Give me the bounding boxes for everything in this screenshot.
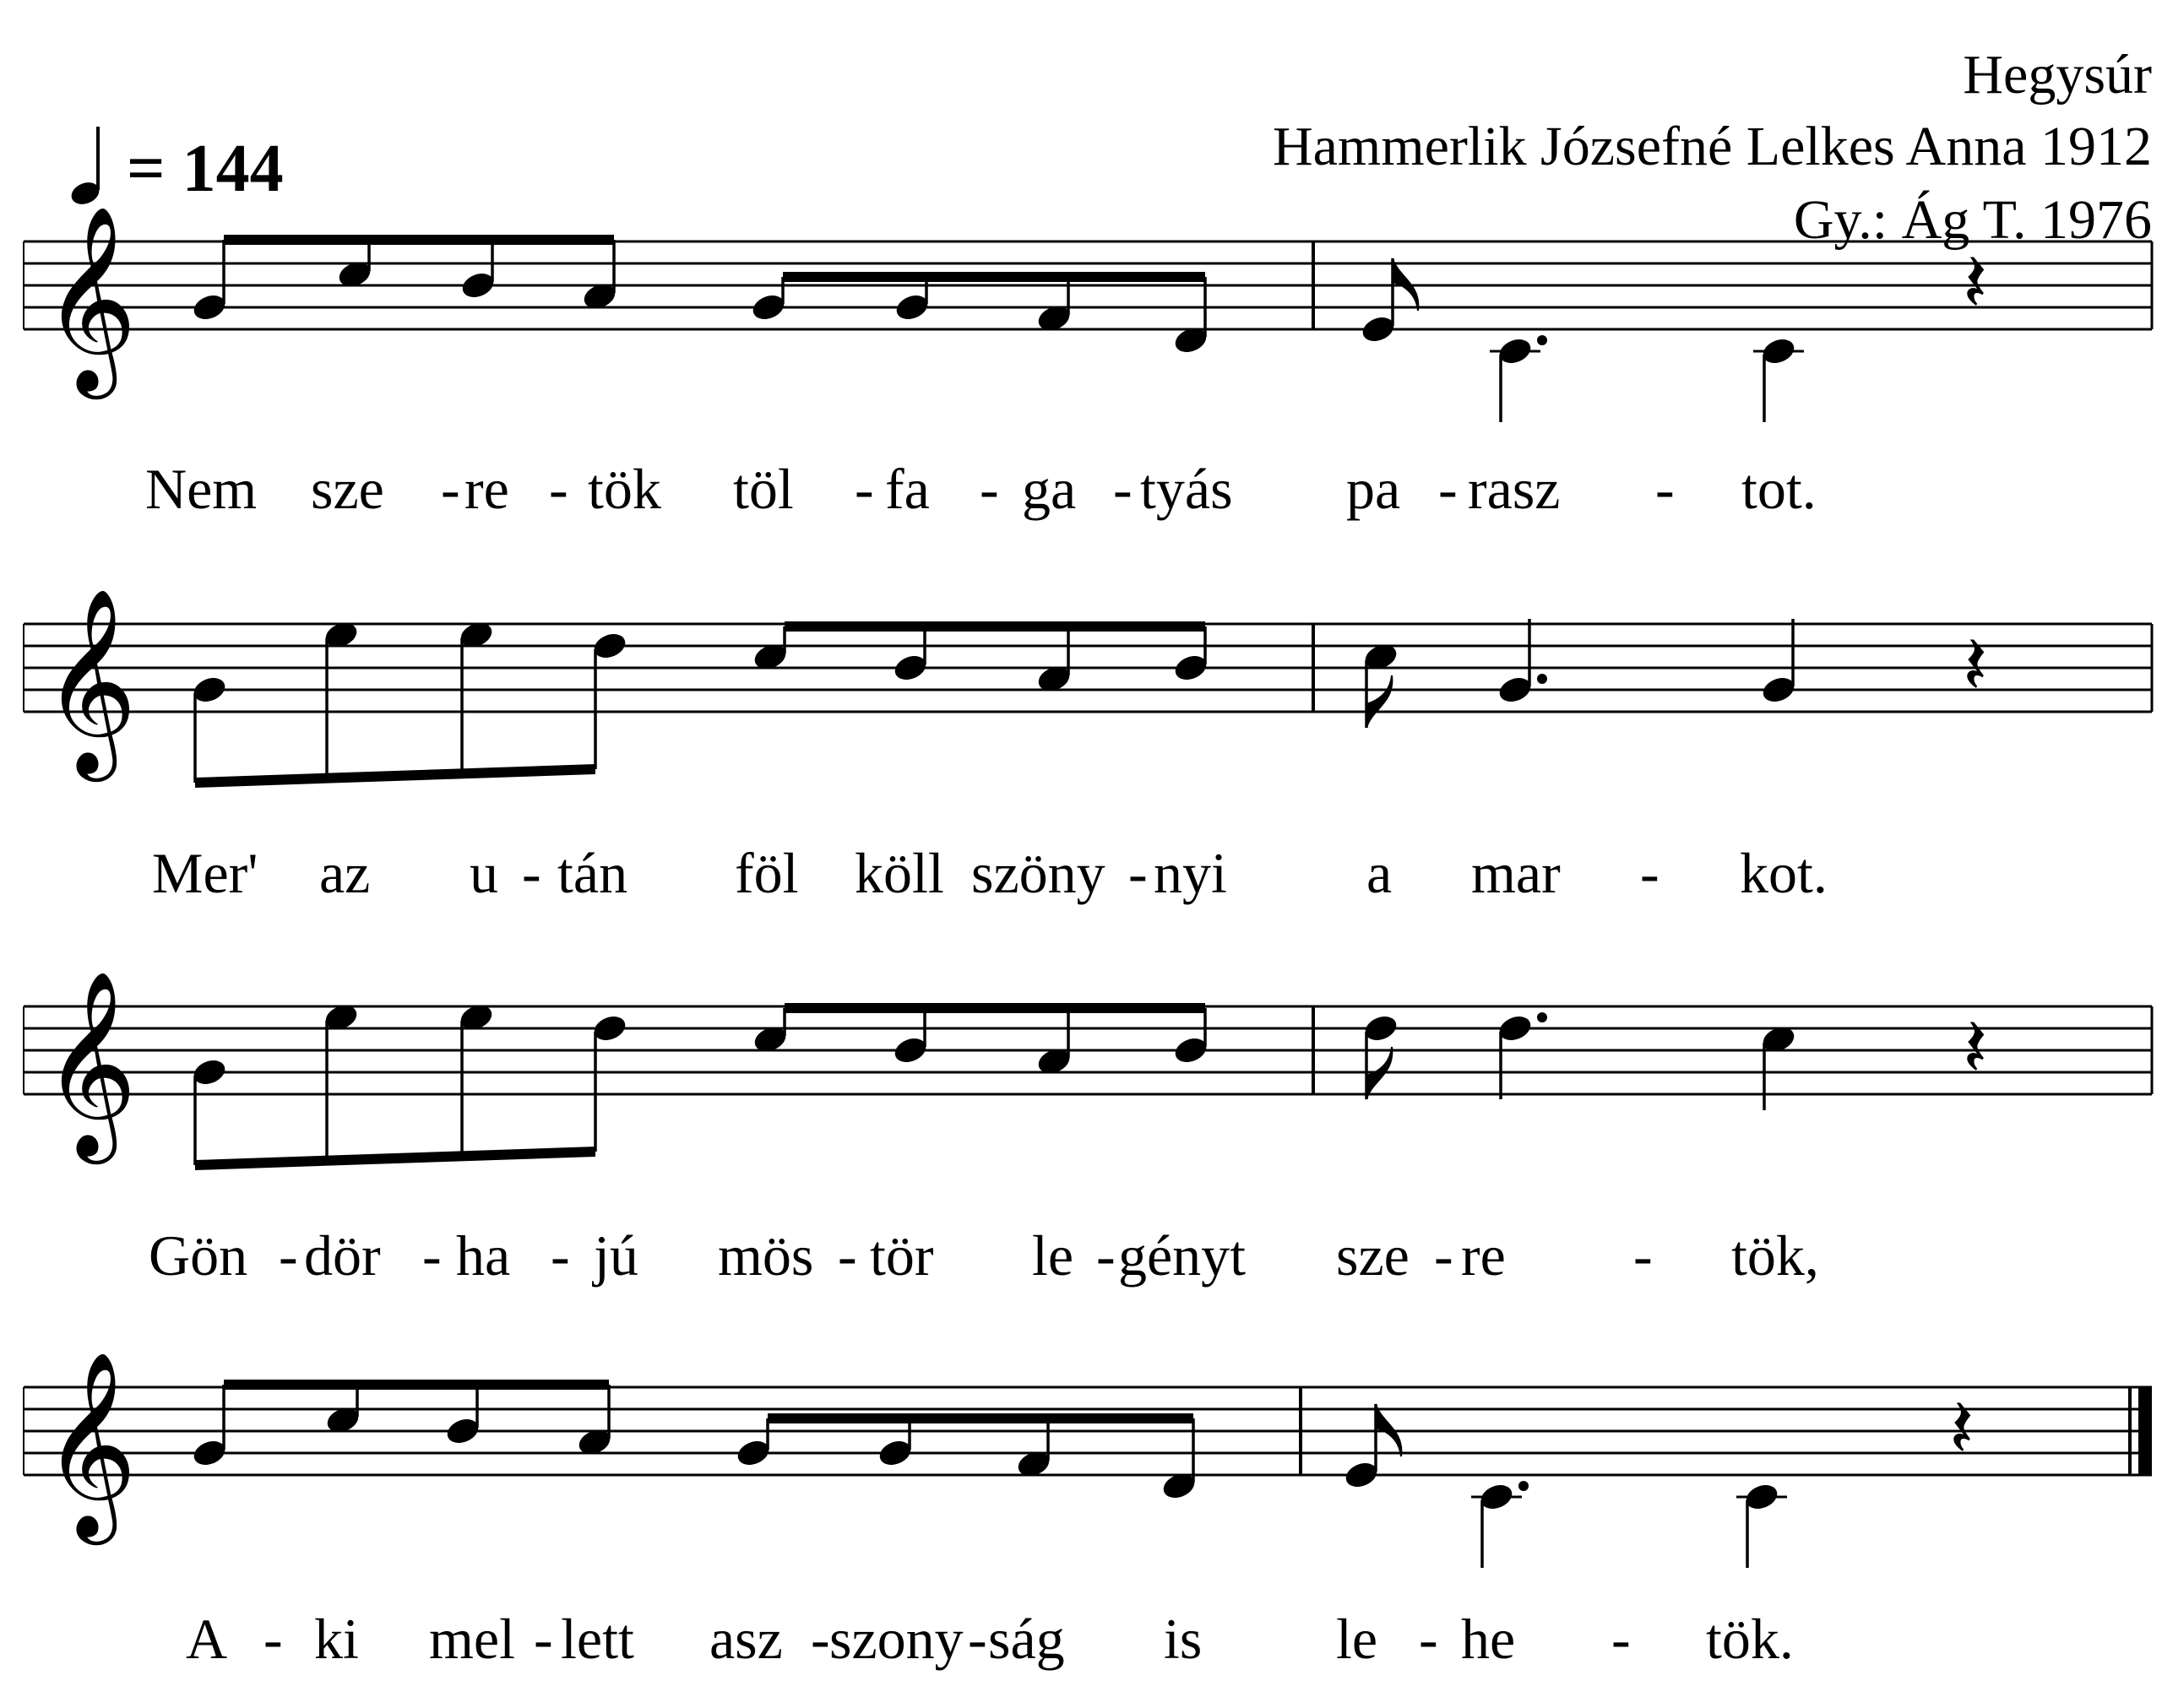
lyric-hyphen: -	[1633, 1223, 1653, 1288]
performer-credit: Hammerlik Józsefné Lelkes Anna 1912	[1272, 116, 2152, 177]
lyric-syllable: mel	[429, 1607, 515, 1671]
lyric-syllable: szöny	[971, 841, 1105, 905]
lyric-hyphen: -	[1611, 1607, 1631, 1671]
staff-system-3	[24, 969, 2152, 1170]
beam	[224, 1380, 609, 1390]
lyric-syllable: dör	[304, 1223, 381, 1288]
beam	[195, 764, 595, 788]
treble-clef-icon: 𝄞	[42, 204, 138, 391]
quarter-rest-icon: 𝄽	[1963, 1000, 1988, 1095]
final-barline-thick	[2138, 1387, 2152, 1475]
tempo-marking	[68, 127, 284, 208]
lyric-syllable: Gön	[149, 1223, 248, 1288]
lyric-hyphen: -	[549, 457, 568, 521]
lyric-syllable: pa	[1346, 457, 1401, 521]
lyric-syllable: sze	[311, 457, 384, 521]
augmentation-dot	[1537, 674, 1547, 684]
beam	[224, 235, 614, 245]
staff-system-4	[24, 1350, 2152, 1568]
lyric-syllable: mar	[1471, 841, 1561, 905]
lyric-hyphen: -	[1434, 1223, 1453, 1288]
lyric-syllable: jú	[594, 1223, 638, 1288]
lyric-hyphen: -	[534, 1607, 553, 1671]
beam	[783, 272, 1205, 282]
lyric-hyphen: -	[811, 1607, 830, 1671]
lyric-hyphen: -	[279, 1223, 298, 1288]
lyrics-system-4	[186, 1607, 1794, 1671]
tempo-value: = 144	[127, 132, 284, 206]
beam	[785, 1003, 1205, 1013]
lyric-hyphen: -	[551, 1223, 570, 1288]
lyric-hyphen: -	[522, 841, 541, 905]
lyric-hyphen: -	[1655, 457, 1675, 521]
lyric-syllable: tök,	[1731, 1223, 1819, 1288]
beam	[768, 1413, 1193, 1423]
treble-clef-icon: 𝄞	[42, 587, 138, 773]
lyric-hyphen: -	[980, 457, 999, 521]
lyric-hyphen: -	[1113, 457, 1133, 521]
lyric-syllable: tyás	[1140, 457, 1233, 521]
lyric-syllable: le	[1032, 1223, 1074, 1288]
lyric-syllable: tök	[588, 457, 661, 521]
lyric-hyphen: -	[1438, 457, 1458, 521]
lyric-syllable: re	[1461, 1223, 1506, 1288]
lyric-hyphen: -	[855, 457, 874, 521]
lyric-syllable: Mer'	[152, 841, 258, 905]
lyrics-system-2	[152, 841, 1828, 905]
augmentation-dot	[1518, 1481, 1529, 1491]
lyric-hyphen: -	[838, 1223, 857, 1288]
song-title: Hegysúr	[1963, 44, 2152, 106]
lyric-hyphen: -	[1419, 1607, 1438, 1671]
lyric-hyphen: -	[1096, 1223, 1116, 1288]
lyric-syllable: ga	[1022, 457, 1077, 521]
lyric-hyphen: -	[263, 1607, 283, 1671]
augmentation-dot	[1537, 335, 1547, 345]
lyric-syllable: föl	[735, 841, 799, 905]
lyric-syllable: is	[1164, 1607, 1203, 1671]
lyric-syllable: töl	[733, 457, 794, 521]
lyric-syllable: u	[470, 841, 498, 905]
beam	[195, 1147, 595, 1170]
lyric-syllable: mös	[718, 1223, 814, 1288]
lyric-syllable: tán	[557, 841, 628, 905]
lyric-syllable: a	[1366, 841, 1393, 905]
lyric-hyphen: -	[422, 1223, 442, 1288]
lyric-syllable: asz	[709, 1607, 783, 1671]
quarter-note-icon	[68, 127, 103, 208]
lyric-syllable: ság	[988, 1607, 1065, 1671]
lyric-syllable: fa	[885, 457, 930, 521]
lyric-syllable: tök.	[1706, 1607, 1794, 1671]
lyrics-system-1	[145, 457, 1817, 521]
lyric-syllable: ha	[456, 1223, 511, 1288]
staff-system-2	[24, 587, 2152, 788]
treble-clef-icon: 𝄞	[42, 1350, 138, 1537]
lyric-syllable: sze	[1336, 1223, 1410, 1288]
quarter-rest-icon: 𝄽	[1963, 618, 1988, 713]
lyric-syllable: szony	[829, 1607, 964, 1671]
lyric-syllable: köll	[855, 841, 944, 905]
lyric-hyphen: -	[1640, 841, 1660, 905]
lyric-syllable: re	[464, 457, 509, 521]
quarter-rest-icon: 𝄽	[1963, 236, 1988, 330]
lyric-syllable: Nem	[145, 457, 258, 521]
lyric-syllable: he	[1461, 1607, 1516, 1671]
lyric-syllable: le	[1336, 1607, 1378, 1671]
lyric-syllable: lett	[561, 1607, 634, 1671]
lyric-syllable: A	[186, 1607, 228, 1671]
lyric-hyphen: -	[441, 457, 460, 521]
quarter-rest-icon: 𝄽	[1949, 1381, 1975, 1476]
lyric-syllable: tot.	[1741, 457, 1817, 521]
lyrics-system-3	[149, 1223, 1819, 1288]
lyric-hyphen: -	[1128, 841, 1148, 905]
lyric-syllable: kot.	[1740, 841, 1828, 905]
collector-credit: Gy.: Ág T. 1976	[1793, 189, 2152, 251]
lyric-syllable: gényt	[1118, 1223, 1247, 1288]
lyric-syllable: ki	[314, 1607, 359, 1671]
lyric-syllable: az	[319, 841, 371, 905]
lyric-hyphen: -	[968, 1607, 987, 1671]
lyric-syllable: nyi	[1154, 841, 1227, 905]
lyric-syllable: tör	[870, 1223, 934, 1288]
augmentation-dot	[1537, 1012, 1547, 1022]
eighth-flag-icon	[1366, 675, 1392, 728]
treble-clef-icon: 𝄞	[42, 969, 138, 1156]
lyric-syllable: rasz	[1468, 457, 1561, 521]
beam	[785, 621, 1205, 632]
